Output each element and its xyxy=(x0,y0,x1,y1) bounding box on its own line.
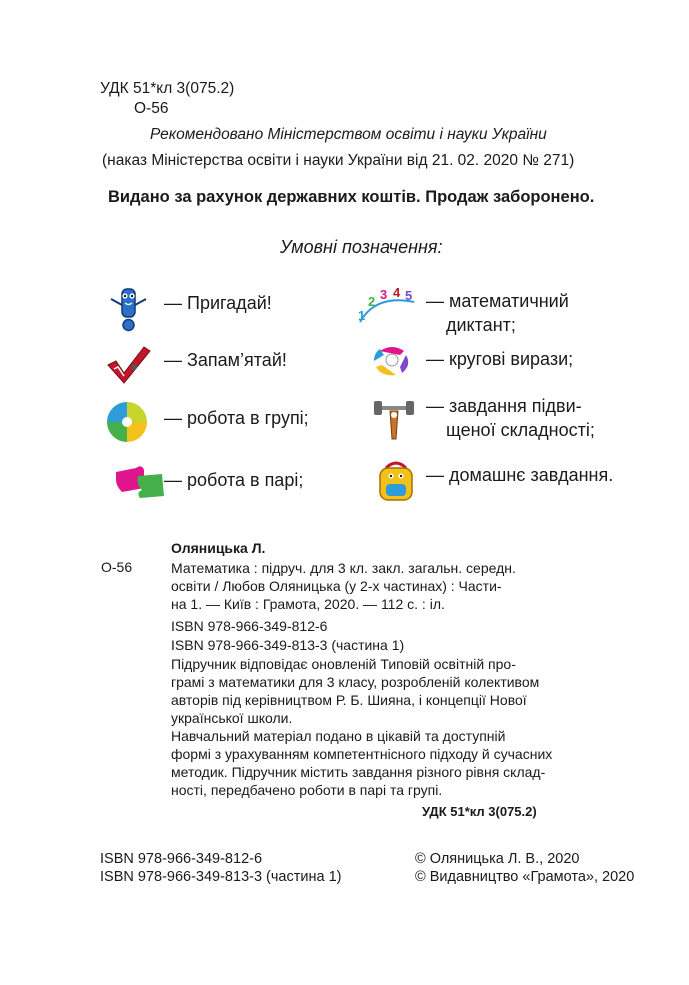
funding-notice: Видано за рахунок державних коштів. Продаж заборонено. xyxy=(108,188,595,206)
footer-isbn-1: ISBN 978-966-349-812-6 xyxy=(100,851,263,867)
legend-advanced-line2: щеної складності; xyxy=(446,420,595,440)
bib-line: української школи. xyxy=(171,710,293,726)
legend-dictation-line1: — математичний xyxy=(426,291,569,311)
bib-line: формі з урахуванням компетентнісного підходу й сучасних xyxy=(171,746,553,762)
bib-udk: УДК 51*кл 3(075.2) xyxy=(422,804,537,819)
circular-arrows-icon xyxy=(372,343,412,382)
footer-copyright-author: © Оляницька Л. В., 2020 xyxy=(415,851,580,867)
bib-author: Оляницька Л. xyxy=(171,540,266,556)
legend-pair-work: — робота в парі; xyxy=(164,470,304,490)
footer-isbn-2: ISBN 978-966-349-813-3 (частина 1) xyxy=(100,869,342,885)
number-5: 5 xyxy=(405,288,413,303)
legend-dictation-line2: диктант; xyxy=(446,315,516,335)
bib-line: методик. Підручник містить завдання різного рівня склад- xyxy=(171,764,546,780)
legend-group-work: — робота в групі; xyxy=(164,408,309,428)
bib-code: О-56 xyxy=(101,559,133,575)
bib-isbn: ISBN 978-966-349-813-3 (частина 1) xyxy=(171,637,405,653)
footer-copyright-publisher: © Видавництво «Грамота», 2020 xyxy=(415,869,635,885)
legend-remember: — Пригадай! xyxy=(164,293,272,313)
dumbbell-icon xyxy=(372,395,416,450)
bib-line: Математика : підруч. для 3 кл. закл. загальн. середн. xyxy=(171,560,516,576)
bib-line: грамі з математики для 3 класу, розробленій колективом xyxy=(171,674,540,690)
order-note: (наказ Міністерства освіти і науки України від 21. 02. 2020 № 271) xyxy=(102,152,575,169)
number-1: 1 xyxy=(358,308,366,323)
legend-memorize: — Запам’ятай! xyxy=(164,350,287,370)
group-puzzle-icon xyxy=(102,400,152,449)
legend-title: Умовні позначення: xyxy=(280,237,443,257)
bib-line: ності, передбачено роботи в парі та групі. xyxy=(171,782,443,798)
legend-circular-expressions: — кругові вирази; xyxy=(426,349,574,369)
checkmark-icon xyxy=(104,343,152,390)
bib-line: авторів під керівництвом Р. Б. Шияна, і концепції Нової xyxy=(171,692,527,708)
udk-code: УДК 51*кл 3(075.2) xyxy=(100,80,235,97)
number-2: 2 xyxy=(368,294,376,309)
exclamation-mascot-icon xyxy=(104,283,152,338)
recommendation: Рекомендовано Міністерством освіти і науки України xyxy=(150,126,547,143)
bib-line: Навчальний матеріал подано в цікавій та доступній xyxy=(171,728,506,744)
backpack-icon xyxy=(374,458,418,509)
number-4: 4 xyxy=(393,285,401,300)
legend-homework: — домашнє завдання. xyxy=(426,465,614,485)
bib-line: Підручник відповідає оновленій Типовій освітній про- xyxy=(171,656,516,672)
bib-line: на 1. — Київ : Грамота, 2020. — 112 с. : іл. xyxy=(171,596,445,612)
catalog-code: О-56 xyxy=(134,100,169,117)
legend-advanced-line1: — завдання підви- xyxy=(426,396,582,416)
numbers-arc-icon xyxy=(352,284,420,331)
pair-puzzle-icon xyxy=(114,462,166,507)
bib-line: освіти / Любов Оляницька (у 2-х частинах) : Части- xyxy=(171,578,502,594)
number-3: 3 xyxy=(380,287,388,302)
bib-isbn: ISBN 978-966-349-812-6 xyxy=(171,618,328,634)
